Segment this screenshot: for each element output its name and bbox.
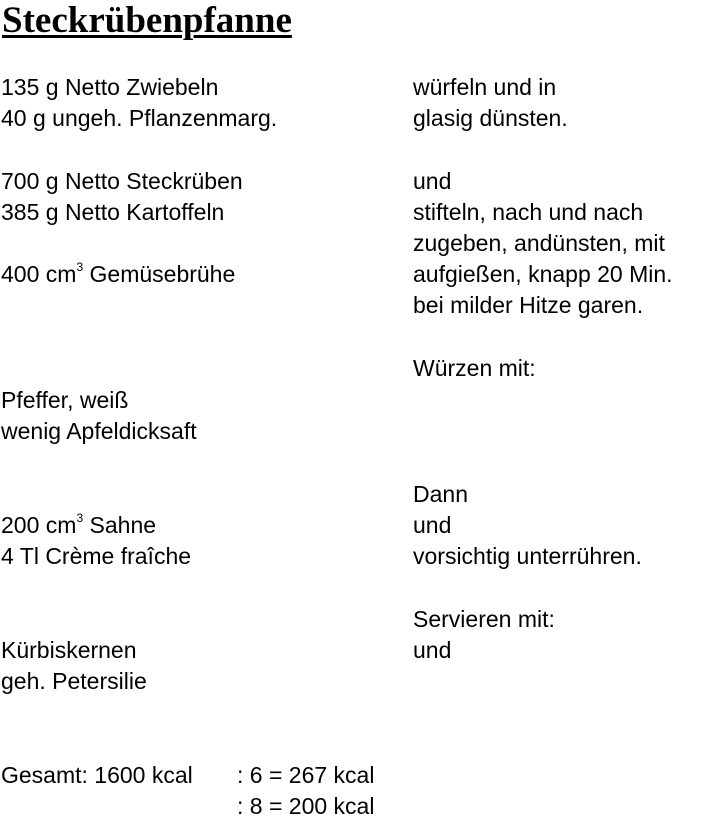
step-line: aufgießen, knapp 20 Min. — [413, 261, 673, 287]
ingredient-turnips: 700 g Netto Steckrüben — [1, 168, 243, 194]
step-line: bei milder Hitze garen. — [413, 292, 644, 318]
step-line: stifteln, nach und nach — [413, 199, 644, 225]
ingredient-broth-amount: 400 cm — [1, 261, 77, 287]
ingredient-broth — [1, 259, 235, 290]
step-line: zugeben, andünsten, mit — [413, 230, 665, 256]
superscript-3: 3 — [76, 511, 84, 526]
ingredient-apple-syrup: wenig Apfeldicksaft — [1, 418, 197, 444]
kcal-per-6: : 6 = 267 kcal — [237, 762, 375, 788]
ingredient-onions: 135 g Netto Zwiebeln — [1, 74, 219, 100]
ingredient-creme-fraiche: 4 Tl Crème fraîche — [1, 543, 192, 569]
recipe-title: Steckrübenpfanne — [2, 0, 292, 41]
ingredient-potatoes: 385 g Netto Kartoffeln — [1, 199, 225, 225]
step-line: würfeln und in — [413, 74, 557, 100]
kcal-per-8: : 8 = 200 kcal — [237, 793, 375, 819]
step-line: und — [413, 168, 452, 194]
step-line: Dann — [413, 481, 468, 507]
step-line: Würzen mit: — [413, 355, 536, 381]
ingredient-pumpkin-seeds: Kürbiskernen — [1, 637, 137, 663]
step-line: vorsichtig unterrühren. — [413, 543, 642, 569]
ingredient-cream-name: Sahne — [83, 512, 157, 538]
step-line: glasig dünsten. — [413, 105, 568, 131]
ingredient-parsley: geh. Petersilie — [1, 668, 147, 694]
total-kcal: Gesamt: 1600 kcal — [1, 762, 193, 788]
ingredient-broth-name: Gemüsebrühe — [83, 261, 236, 287]
ingredient-cream — [1, 510, 156, 541]
ingredient-cream-amount: 200 cm — [1, 512, 77, 538]
step-line: Servieren mit: — [413, 606, 555, 632]
superscript-3: 3 — [76, 260, 84, 275]
step-line: und — [413, 637, 452, 663]
ingredient-margarine: 40 g ungeh. Pflanzenmarg. — [1, 105, 278, 131]
step-line: und — [413, 512, 452, 538]
ingredient-pepper: Pfeffer, weiß — [1, 387, 129, 413]
